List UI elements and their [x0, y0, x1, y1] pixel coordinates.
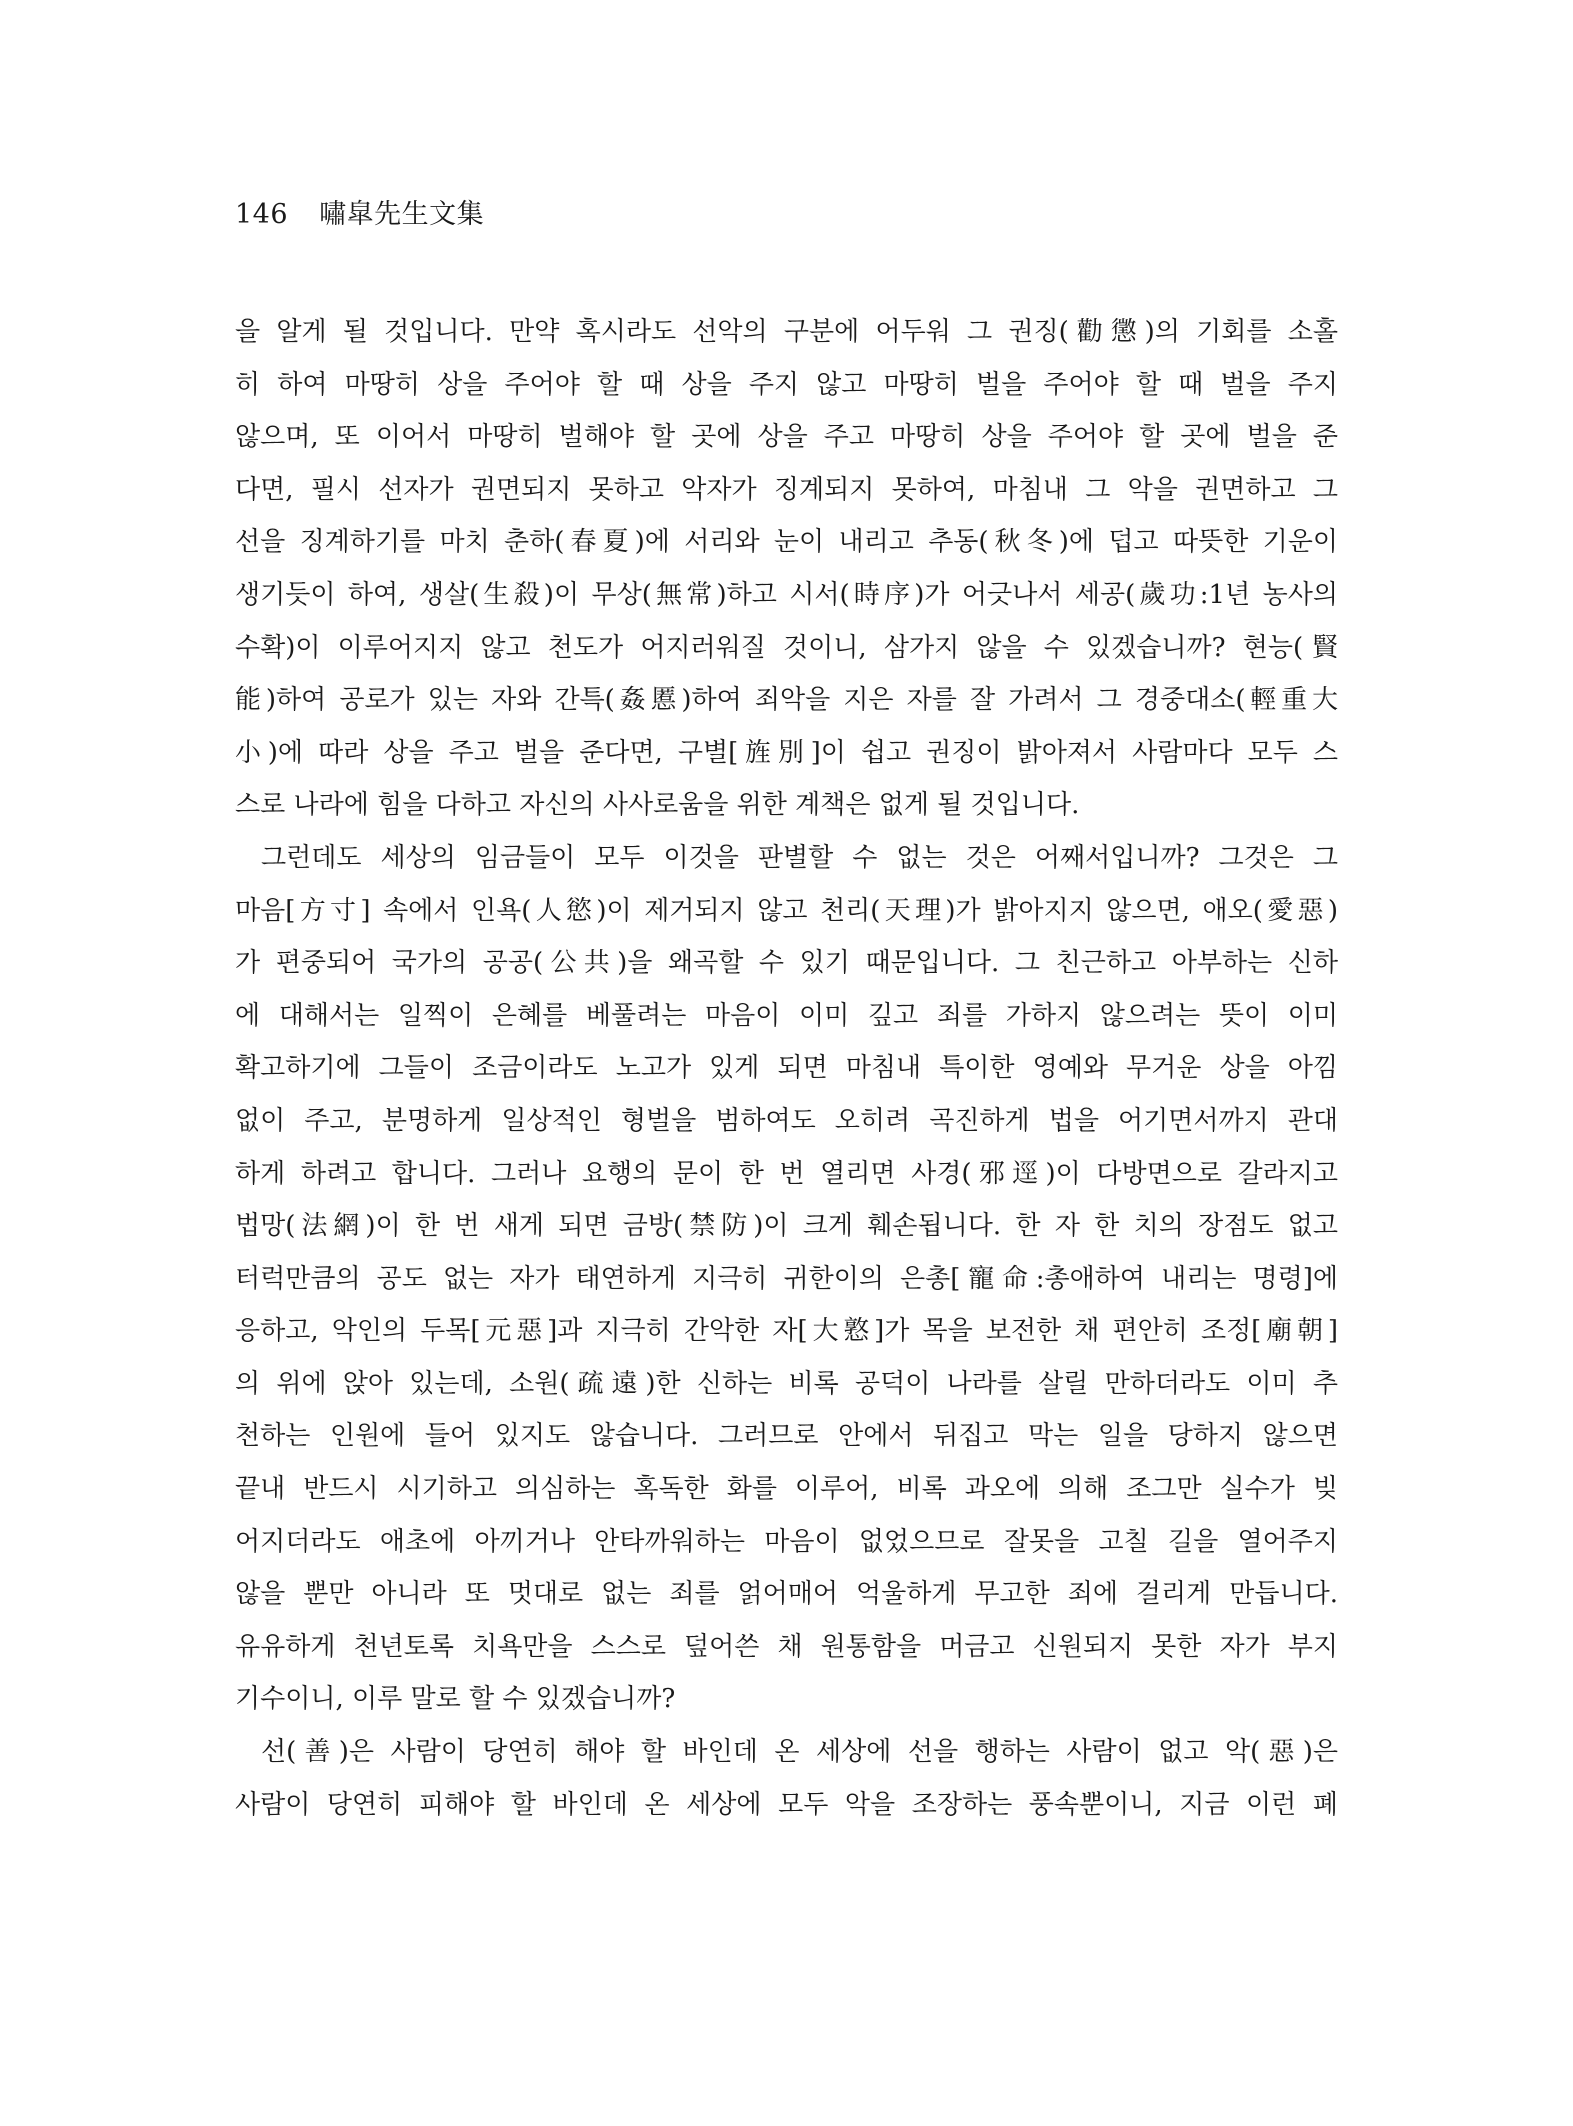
text-line: 선을 징계하기를 마치 춘하(春夏)에 서리와 눈이 내리고 추동(秋冬)에 덥고 따뜻한 기운이	[235, 527, 1338, 558]
text-line: 없이 주고, 분명하게 일상적인 형벌을 범하여도 오히려 곡진하게 법을 어기면서까지 관대	[235, 1105, 1338, 1136]
text-line: 유유하게 천년토록 치욕만을 스스로 덮어쓴 채 원통함을 머금고 신원되지 못한 자가 부지	[235, 1631, 1338, 1662]
text-line: 응하고, 악인의 두목[元惡]과 지극히 간악한 자[大憝]가 목을 보전한 채 편안히 조정[廟朝]	[235, 1316, 1338, 1347]
text-line: 을 알게 될 것입니다. 만약 혹시라도 선악의 구분에 어두워 그 권징(勸懲)의 기회를 소홀	[235, 317, 1338, 347]
text-line: 확고하기에 그들이 조금이라도 노고가 있게 되면 마침내 특이한 영예와 무거운 상을 아낌	[235, 1053, 1338, 1084]
text-line: 그런데도 세상의 임금들이 모두 이것을 판별할 수 없는 것은 어째서입니까? 그것은 그	[261, 842, 1338, 873]
text-line: 터럭만큼의 공도 없는 자가 태연하게 지극히 귀한이의 은총[寵命:총애하여 내리는 명령]에	[235, 1263, 1338, 1294]
page-number: 146	[235, 199, 289, 230]
text-line: 기수이니, 이루 말로 할 수 있겠습니까?	[235, 1684, 676, 1715]
text-line: 않을 뿐만 아니라 또 멋대로 없는 죄를 얽어매어 억울하게 무고한 죄에 걸리게 만듭니다.	[235, 1579, 1338, 1610]
paragraph	[235, 306, 1338, 832]
text-line: 끝내 반드시 시기하고 의심하는 혹독한 화를 이루어, 비록 과오에 의해 조그만 실수가 빚	[235, 1474, 1338, 1505]
text-line: 히 하여 마땅히 상을 주어야 할 때 상을 주지 않고 마땅히 벌을 주어야 할 때 벌을 주지	[235, 369, 1338, 400]
running-header	[235, 192, 484, 231]
text-line: 小)에 따라 상을 주고 벌을 준다면, 구별[旌別]이 쉽고 권징이 밝아져서 사람마다 모두 스	[235, 737, 1338, 768]
text-line: 의 위에 앉아 있는데, 소원(疏遠)한 신하는 비록 공덕이 나라를 살릴 만하더라도 이미 추	[235, 1368, 1338, 1399]
text-line: 않으며, 또 이어서 마땅히 벌해야 할 곳에 상을 주고 마땅히 상을 주어야 할 곳에 벌을 준	[235, 422, 1338, 453]
book-title: 嘯皐先生文集	[319, 199, 485, 230]
text-line: 마음[方寸] 속에서 인욕(人慾)이 제거되지 않고 천리(天理)가 밝아지지 않으면, 애오(愛惡)	[235, 895, 1338, 926]
text-line: 수확)이 이루어지지 않고 천도가 어지러워질 것이니, 삼가지 않을 수 있겠습니까? 현능(賢	[235, 632, 1338, 663]
text-line: 선(善)은 사람이 당연히 해야 할 바인데 온 세상에 선을 행하는 사람이 없고 악(惡)은	[261, 1737, 1338, 1768]
text-line: 能)하여 공로가 있는 자와 간특(姦慝)하여 죄악을 지은 자를 잘 가려서 그 경중대소(輕重大	[235, 685, 1338, 716]
text-line: 하게 하려고 합니다. 그러나 요행의 문이 한 번 열리면 사경(邪逕)이 다방면으로 갈라지고	[235, 1158, 1338, 1189]
text-line: 생기듯이 하여, 생살(生殺)이 무상(無常)하고 시서(時序)가 어긋나서 세공(歲功:1년 농사의	[235, 579, 1338, 610]
text-line: 어지더라도 애초에 아끼거나 안타까워하는 마음이 없었으므로 잘못을 고칠 길을 열어주지	[235, 1526, 1338, 1557]
text-line: 가 편중되어 국가의 공공(公共)을 왜곡할 수 있기 때문입니다. 그 친근하고 아부하는 신하	[235, 948, 1338, 979]
text-line: 다면, 필시 선자가 권면되지 못하고 악자가 징계되지 못하여, 마침내 그 악을 권면하고 그	[235, 474, 1338, 505]
text-line: 스로 나라에 힘을 다하고 자신의 사사로움을 위한 계책은 없게 될 것입니다.	[235, 790, 1080, 821]
text-line: 법망(法網)이 한 번 새게 되면 금방(禁防)이 크게 훼손됩니다. 한 자 한 치의 장점도 없고	[235, 1211, 1338, 1242]
body-text	[235, 306, 1338, 1831]
text-line: 에 대해서는 일찍이 은혜를 베풀려는 마음이 이미 깊고 죄를 가하지 않으려는 뜻이 이미	[235, 1000, 1338, 1031]
text-line: 사람이 당연히 피해야 할 바인데 온 세상에 모두 악을 조장하는 풍속뿐이니, 지금 이런 폐	[235, 1789, 1338, 1820]
text-line: 천하는 인원에 들어 있지도 않습니다. 그러므로 안에서 뒤집고 막는 일을 당하지 않으면	[235, 1421, 1338, 1452]
paragraph	[235, 832, 1338, 1726]
paragraph	[235, 1726, 1338, 1831]
